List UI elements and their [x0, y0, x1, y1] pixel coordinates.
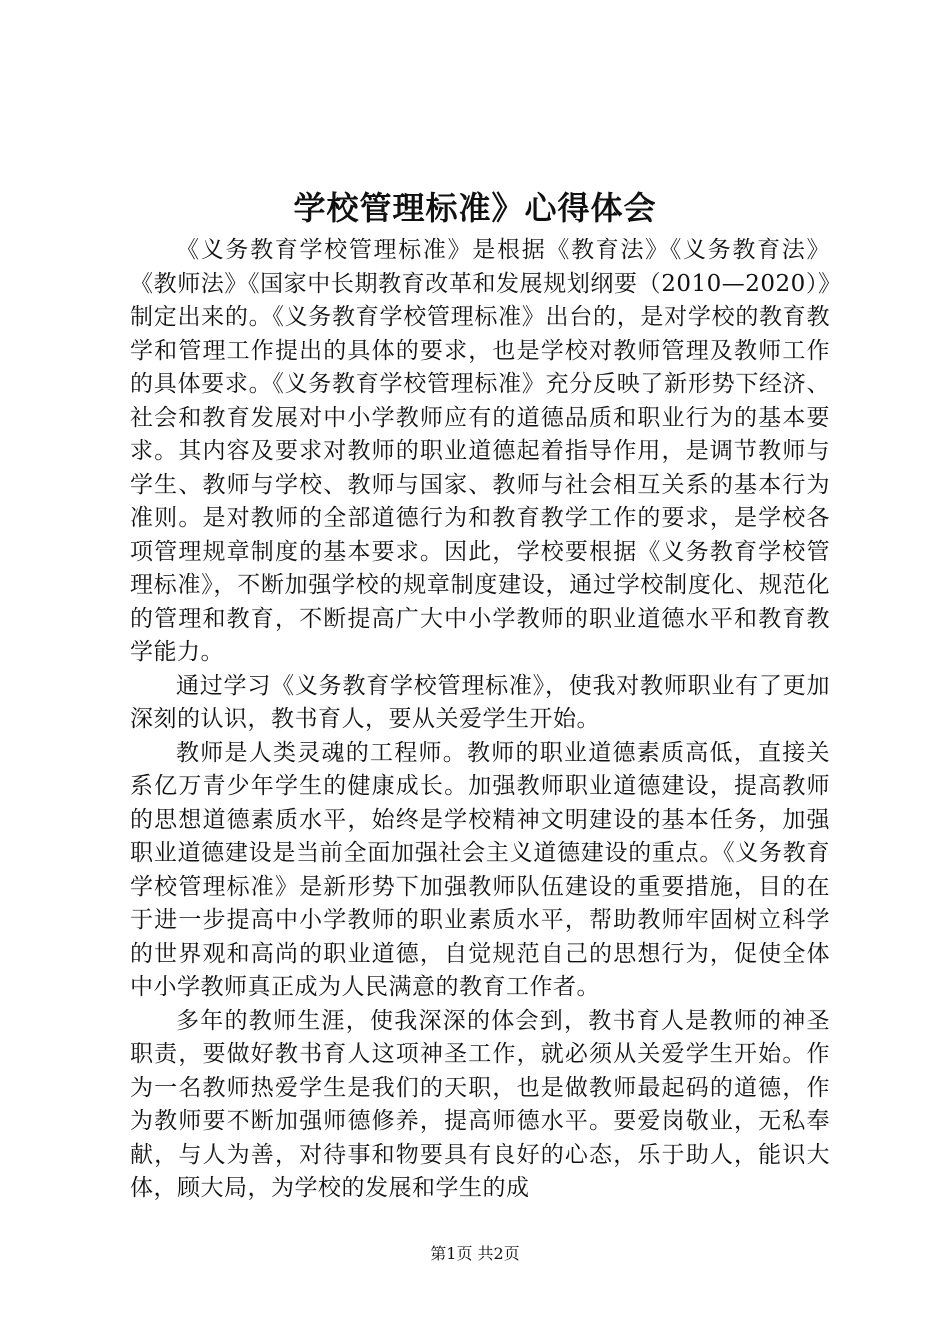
paragraph-1: 《义务教育学校管理标准》是根据《教育法》《义务教育法》《教师法》《国家中长期教育改革和发展规划纲要（2010—2020）》制定出来的。《义务教育学校管理标准》出台的，是对学校的教育教学和管理工作提出的具体的要求，也是学校对教师管理及教师工作的具体要求。《义务教育学校管理标准》充分反映了新形势下经济、社会和教育发展对中小学教师应有的道德品质和职业行为的基本要求。其内容及要求对教师的职业道德起着指导作用，是调节教师与学生、教师与学校、教师与国家、教师与社会相互关系的基本行为准则。是对教师的全部道德行为和教育教学工作的要求，是学校各项管理规章制度的基本要求。因此，学校要根据《义务教育学校管理标准》，不断加强学校的规章制度建设，通过学校制度化、规范化的管理和教育，不断提高广大中小学教师的职业道德水平和教育教学能力。 — [130, 237, 830, 665]
document-body — [130, 234, 830, 1206]
paragraph-4: 多年的教师生涯，使我深深的体会到，教书育人是教师的神圣职责，要做好教书育人这项神圣工作，就必须从关爱学生开始。作为一名教师热爱学生是我们的天职，也是做教师最起码的道德，作为教师要不断加强师德修养，提高师德水平。要爱岗敬业，无私奉献，与人为善，对待事和物要具有良好的心态，乐于助人，能识大体，顾大局，为学校的发展和学生的成 — [130, 1007, 830, 1201]
paragraph-3: 教师是人类灵魂的工程师。教师的职业道德素质高低，直接关系亿万青少年学生的健康成长。加强教师职业道德建设，提高教师的思想道德素质水平，始终是学校精神文明建设的基本任务，加强职业道德建设是当前全面加强社会主义道德建设的重点。《义务教育学校管理标准》是新形势下加强教师队伍建设的重要措施，目的在于进一步提高中小学教师的职业素质水平，帮助教师牢固树立科学的世界观和高尚的职业道德，自觉规范自己的思想行为，促使全体中小学教师真正成为人民满意的教育工作者。 — [130, 739, 830, 1000]
page-number-footer: 第1页 共2页 — [430, 1244, 520, 1263]
document-title: 学校管理标准》心得体会 — [293, 189, 657, 227]
paragraph-2: 通过学习《义务教育学校管理标准》，使我对教师职业有了更加深刻的认识，教书育人，要从关爱学生开始。 — [130, 672, 830, 732]
